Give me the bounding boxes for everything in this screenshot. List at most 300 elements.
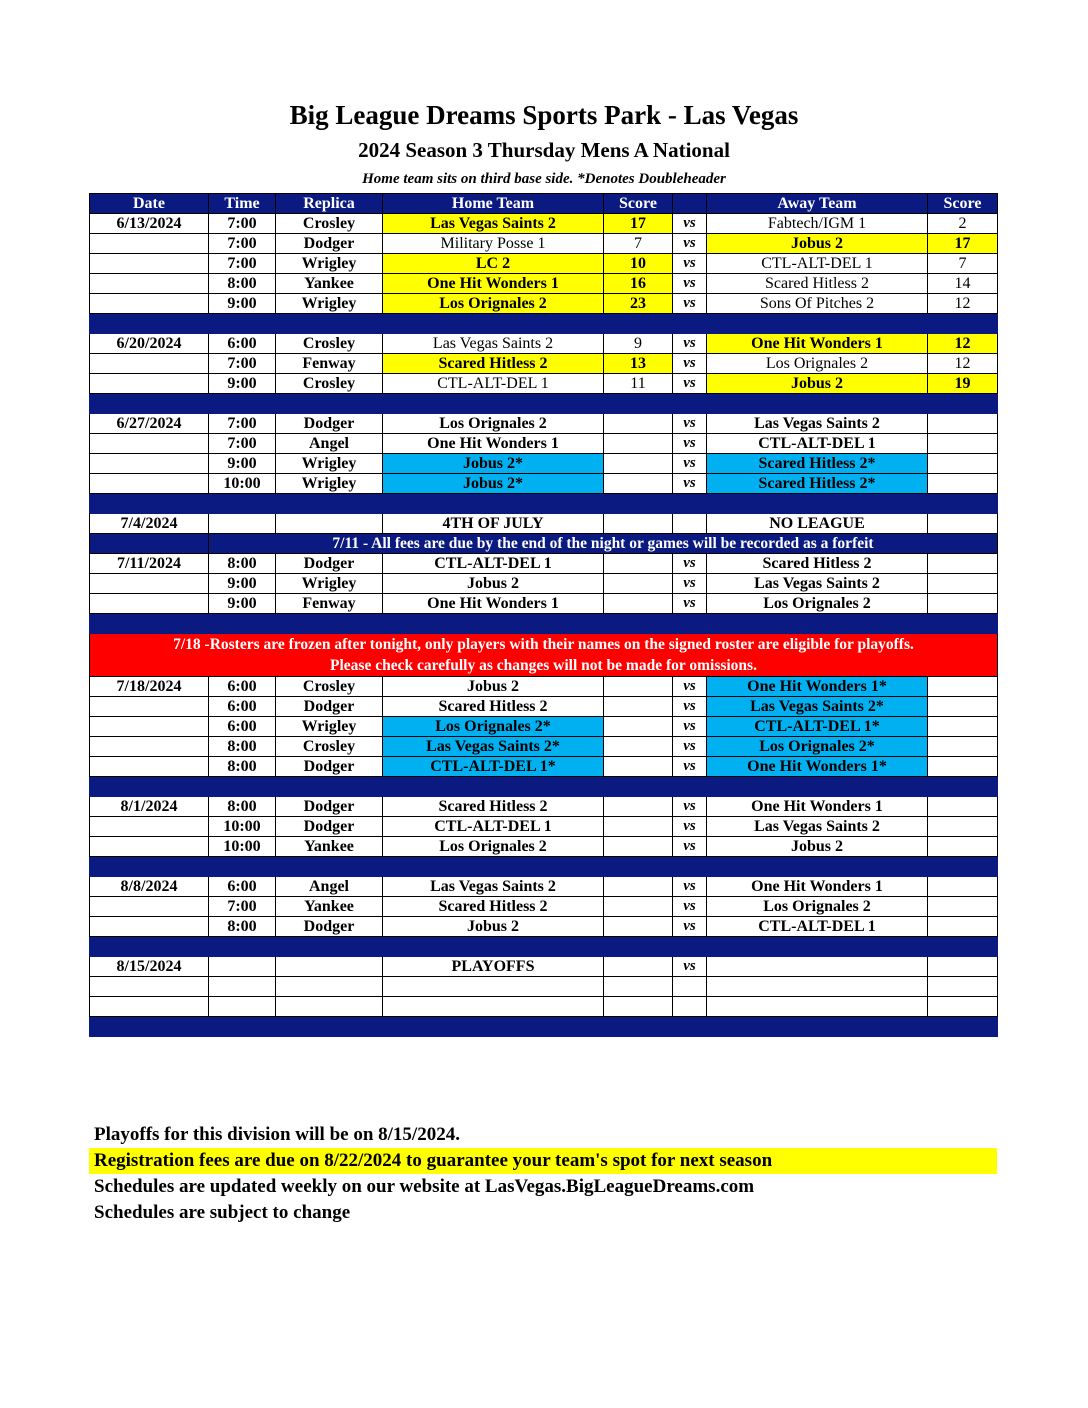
home-team: Military Posse 1 bbox=[383, 234, 604, 254]
home-team: Jobus 2* bbox=[383, 454, 604, 474]
home-score: 10 bbox=[604, 254, 673, 274]
game-time: 6:00 bbox=[209, 334, 276, 354]
home-score bbox=[604, 737, 673, 757]
home-score bbox=[604, 757, 673, 777]
away-team: One Hit Wonders 1 bbox=[707, 797, 928, 817]
home-team: One Hit Wonders 1 bbox=[383, 274, 604, 294]
spacer-cell bbox=[276, 937, 383, 957]
col-header-home-score: Score bbox=[604, 194, 673, 214]
spacer-cell bbox=[276, 614, 383, 634]
home-team: One Hit Wonders 1 bbox=[383, 594, 604, 614]
home-team: One Hit Wonders 1 bbox=[383, 434, 604, 454]
vs-label bbox=[673, 997, 707, 1017]
game-time: 10:00 bbox=[209, 817, 276, 837]
home-team: 4TH OF JULY bbox=[383, 514, 604, 534]
home-score bbox=[604, 554, 673, 574]
home-score: 23 bbox=[604, 294, 673, 314]
spacer-cell bbox=[383, 857, 604, 877]
game-field: Crosley bbox=[276, 374, 383, 394]
spacer-cell bbox=[90, 614, 209, 634]
game-date bbox=[90, 997, 209, 1017]
game-row bbox=[90, 214, 998, 234]
game-field: Fenway bbox=[276, 594, 383, 614]
home-score: 16 bbox=[604, 274, 673, 294]
away-team: Los Orignales 2 bbox=[707, 354, 928, 374]
away-score: 12 bbox=[928, 334, 998, 354]
game-field bbox=[276, 997, 383, 1017]
away-team: CTL-ALT-DEL 1 bbox=[707, 917, 928, 937]
vs-label: vs bbox=[673, 737, 707, 757]
game-date bbox=[90, 917, 209, 937]
game-row bbox=[90, 474, 998, 494]
spacer-cell bbox=[383, 494, 604, 514]
game-time: 8:00 bbox=[209, 274, 276, 294]
home-team: Los Orignales 2 bbox=[383, 294, 604, 314]
home-team: CTL-ALT-DEL 1* bbox=[383, 757, 604, 777]
away-team: Los Orignales 2 bbox=[707, 594, 928, 614]
game-field: Dodger bbox=[276, 697, 383, 717]
vs-label bbox=[673, 977, 707, 997]
game-date: 6/20/2024 bbox=[90, 334, 209, 354]
home-team: LC 2 bbox=[383, 254, 604, 274]
home-score bbox=[604, 454, 673, 474]
vs-label: vs bbox=[673, 474, 707, 494]
game-date: 6/13/2024 bbox=[90, 214, 209, 234]
game-field: Dodger bbox=[276, 817, 383, 837]
game-time: 9:00 bbox=[209, 594, 276, 614]
away-score: 2 bbox=[928, 214, 998, 234]
game-row bbox=[90, 274, 998, 294]
spacer-row bbox=[90, 1017, 998, 1037]
game-time: 6:00 bbox=[209, 697, 276, 717]
spacer-row bbox=[90, 394, 998, 414]
away-score bbox=[928, 957, 998, 977]
game-time bbox=[209, 514, 276, 534]
spacer-cell bbox=[383, 314, 604, 334]
vs-label: vs bbox=[673, 917, 707, 937]
game-field: Crosley bbox=[276, 737, 383, 757]
game-row bbox=[90, 454, 998, 474]
away-score bbox=[928, 977, 998, 997]
game-date bbox=[90, 697, 209, 717]
game-row bbox=[90, 434, 998, 454]
away-score bbox=[928, 454, 998, 474]
game-field: Dodger bbox=[276, 917, 383, 937]
col-header-home-team: Home Team bbox=[383, 194, 604, 214]
home-score bbox=[604, 717, 673, 737]
home-score bbox=[604, 977, 673, 997]
away-score bbox=[928, 817, 998, 837]
game-time bbox=[209, 957, 276, 977]
away-team: Las Vegas Saints 2* bbox=[707, 697, 928, 717]
game-row bbox=[90, 414, 998, 434]
vs-label: vs bbox=[673, 374, 707, 394]
away-team: Scared Hitless 2* bbox=[707, 454, 928, 474]
vs-label: vs bbox=[673, 797, 707, 817]
game-date bbox=[90, 434, 209, 454]
home-team bbox=[383, 997, 604, 1017]
game-date bbox=[90, 234, 209, 254]
spacer-cell bbox=[90, 394, 209, 414]
spacer-cell bbox=[383, 937, 604, 957]
away-team: Los Orignales 2 bbox=[707, 897, 928, 917]
col-header-vs bbox=[673, 194, 707, 214]
away-score bbox=[928, 594, 998, 614]
home-team: Jobus 2 bbox=[383, 677, 604, 697]
game-time: 8:00 bbox=[209, 757, 276, 777]
home-score bbox=[604, 997, 673, 1017]
away-team: Las Vegas Saints 2 bbox=[707, 574, 928, 594]
home-team bbox=[383, 977, 604, 997]
game-date bbox=[90, 454, 209, 474]
away-team: NO LEAGUE bbox=[707, 514, 928, 534]
spacer-cell bbox=[604, 494, 673, 514]
spacer-cell bbox=[673, 614, 707, 634]
away-team: Fabtech/IGM 1 bbox=[707, 214, 928, 234]
game-field: Angel bbox=[276, 877, 383, 897]
game-field: Yankee bbox=[276, 274, 383, 294]
spacer-cell bbox=[90, 494, 209, 514]
spacer-cell bbox=[90, 777, 209, 797]
spacer-cell bbox=[604, 937, 673, 957]
game-time: 9:00 bbox=[209, 454, 276, 474]
game-row bbox=[90, 697, 998, 717]
game-field: Fenway bbox=[276, 354, 383, 374]
game-row bbox=[90, 797, 998, 817]
away-score bbox=[928, 757, 998, 777]
spacer-cell bbox=[707, 777, 928, 797]
spacer-cell bbox=[707, 614, 928, 634]
home-team: Los Orignales 2 bbox=[383, 414, 604, 434]
away-team: Scared Hitless 2 bbox=[707, 274, 928, 294]
home-score bbox=[604, 917, 673, 937]
away-team: CTL-ALT-DEL 1* bbox=[707, 717, 928, 737]
spacer-cell bbox=[707, 494, 928, 514]
game-time: 8:00 bbox=[209, 797, 276, 817]
game-date bbox=[90, 737, 209, 757]
spacer-cell bbox=[276, 394, 383, 414]
away-team: CTL-ALT-DEL 1 bbox=[707, 254, 928, 274]
spacer-cell bbox=[383, 777, 604, 797]
away-score bbox=[928, 897, 998, 917]
away-score bbox=[928, 737, 998, 757]
game-date: 7/11/2024 bbox=[90, 554, 209, 574]
page-subtitle: 2024 Season 3 Thursday Mens A National bbox=[358, 138, 730, 162]
home-team: CTL-ALT-DEL 1 bbox=[383, 374, 604, 394]
game-row bbox=[90, 717, 998, 737]
game-row bbox=[90, 817, 998, 837]
fees-notice: 7/11 - All fees are due by the end of the night or games will be recorded as a forfeit bbox=[209, 534, 998, 554]
game-time: 6:00 bbox=[209, 677, 276, 697]
game-field: Dodger bbox=[276, 797, 383, 817]
away-team: Jobus 2 bbox=[707, 837, 928, 857]
home-team: Scared Hitless 2 bbox=[383, 897, 604, 917]
home-team: Las Vegas Saints 2 bbox=[383, 214, 604, 234]
game-row bbox=[90, 877, 998, 897]
game-time: 7:00 bbox=[209, 234, 276, 254]
page-title: Big League Dreams Sports Park - Las Vegas bbox=[289, 100, 799, 130]
spacer-cell bbox=[209, 614, 276, 634]
game-date: 8/8/2024 bbox=[90, 877, 209, 897]
game-date bbox=[90, 274, 209, 294]
spacer-row bbox=[90, 614, 998, 634]
home-team: CTL-ALT-DEL 1 bbox=[383, 554, 604, 574]
home-team: Las Vegas Saints 2 bbox=[383, 334, 604, 354]
spacer-cell bbox=[673, 314, 707, 334]
game-time bbox=[209, 997, 276, 1017]
game-row bbox=[90, 594, 998, 614]
footer-website: Schedules are updated weekly on our website at LasVegas.BigLeagueDreams.com bbox=[94, 1176, 755, 1197]
spacer-cell bbox=[383, 1017, 604, 1037]
home-score bbox=[604, 434, 673, 454]
away-score bbox=[928, 474, 998, 494]
game-date bbox=[90, 837, 209, 857]
home-score bbox=[604, 877, 673, 897]
game-field: Dodger bbox=[276, 414, 383, 434]
away-team: One Hit Wonders 1 bbox=[707, 334, 928, 354]
spacer-row bbox=[90, 777, 998, 797]
away-score: 12 bbox=[928, 294, 998, 314]
spacer-cell bbox=[383, 614, 604, 634]
spacer-row bbox=[90, 494, 998, 514]
away-score: 12 bbox=[928, 354, 998, 374]
vs-label: vs bbox=[673, 677, 707, 697]
spacer-cell bbox=[673, 937, 707, 957]
away-score bbox=[928, 554, 998, 574]
game-date bbox=[90, 717, 209, 737]
game-row bbox=[90, 334, 998, 354]
away-score bbox=[928, 434, 998, 454]
home-score bbox=[604, 574, 673, 594]
spacer-cell bbox=[604, 394, 673, 414]
game-date bbox=[90, 354, 209, 374]
game-field: Yankee bbox=[276, 837, 383, 857]
schedule-table bbox=[89, 193, 998, 1037]
game-field: Wrigley bbox=[276, 254, 383, 274]
away-team: One Hit Wonders 1* bbox=[707, 757, 928, 777]
home-score bbox=[604, 514, 673, 534]
spacer-cell bbox=[604, 614, 673, 634]
game-row bbox=[90, 234, 998, 254]
game-time: 8:00 bbox=[209, 917, 276, 937]
away-team bbox=[707, 957, 928, 977]
spacer-cell bbox=[209, 857, 276, 877]
notice-row bbox=[90, 534, 998, 554]
away-team: Las Vegas Saints 2 bbox=[707, 817, 928, 837]
home-score bbox=[604, 677, 673, 697]
spacer-cell bbox=[209, 494, 276, 514]
spacer-cell bbox=[673, 857, 707, 877]
away-team: One Hit Wonders 1* bbox=[707, 677, 928, 697]
away-team: One Hit Wonders 1 bbox=[707, 877, 928, 897]
spacer-cell bbox=[928, 614, 998, 634]
spacer-cell bbox=[90, 857, 209, 877]
game-time: 10:00 bbox=[209, 837, 276, 857]
game-time: 6:00 bbox=[209, 877, 276, 897]
away-score bbox=[928, 797, 998, 817]
game-field bbox=[276, 957, 383, 977]
away-team: Sons Of Pitches 2 bbox=[707, 294, 928, 314]
game-time: 8:00 bbox=[209, 554, 276, 574]
game-date bbox=[90, 897, 209, 917]
game-date bbox=[90, 817, 209, 837]
vs-label: vs bbox=[673, 214, 707, 234]
spacer-cell bbox=[604, 314, 673, 334]
game-field: Wrigley bbox=[276, 574, 383, 594]
spacer-cell bbox=[707, 937, 928, 957]
spacer-cell bbox=[928, 1017, 998, 1037]
game-date bbox=[90, 294, 209, 314]
footer-registration: Registration fees are due on 8/22/2024 to guarantee your team's spot for next season bbox=[89, 1148, 997, 1174]
away-team bbox=[707, 977, 928, 997]
home-score bbox=[604, 594, 673, 614]
col-header-date: Date bbox=[90, 194, 209, 214]
spacer-cell bbox=[928, 937, 998, 957]
game-date: 8/1/2024 bbox=[90, 797, 209, 817]
away-team: Jobus 2 bbox=[707, 374, 928, 394]
spacer-row bbox=[90, 857, 998, 877]
game-field: Dodger bbox=[276, 554, 383, 574]
home-team: PLAYOFFS bbox=[383, 957, 604, 977]
home-team: Scared Hitless 2 bbox=[383, 354, 604, 374]
spacer-cell bbox=[673, 394, 707, 414]
game-row bbox=[90, 514, 998, 534]
game-time: 7:00 bbox=[209, 354, 276, 374]
vs-label: vs bbox=[673, 957, 707, 977]
away-score: 17 bbox=[928, 234, 998, 254]
home-score: 7 bbox=[604, 234, 673, 254]
away-score: 7 bbox=[928, 254, 998, 274]
game-time: 7:00 bbox=[209, 434, 276, 454]
home-team: Las Vegas Saints 2* bbox=[383, 737, 604, 757]
home-score: 13 bbox=[604, 354, 673, 374]
game-row bbox=[90, 917, 998, 937]
vs-label: vs bbox=[673, 574, 707, 594]
vs-label: vs bbox=[673, 334, 707, 354]
spacer-cell bbox=[90, 1017, 209, 1037]
spacer-cell bbox=[707, 394, 928, 414]
away-score bbox=[928, 677, 998, 697]
vs-label bbox=[673, 514, 707, 534]
spacer-cell bbox=[928, 857, 998, 877]
spacer-cell bbox=[276, 777, 383, 797]
home-team: CTL-ALT-DEL 1 bbox=[383, 817, 604, 837]
spacer-cell bbox=[276, 857, 383, 877]
away-score bbox=[928, 414, 998, 434]
vs-label: vs bbox=[673, 837, 707, 857]
game-field: Yankee bbox=[276, 897, 383, 917]
home-team: Los Orignales 2* bbox=[383, 717, 604, 737]
home-score bbox=[604, 817, 673, 837]
game-time: 7:00 bbox=[209, 214, 276, 234]
home-score bbox=[604, 474, 673, 494]
game-field: Angel bbox=[276, 434, 383, 454]
away-score bbox=[928, 574, 998, 594]
spacer-row bbox=[90, 937, 998, 957]
game-row bbox=[90, 837, 998, 857]
spacer-cell bbox=[673, 777, 707, 797]
home-score: 11 bbox=[604, 374, 673, 394]
home-team: Jobus 2* bbox=[383, 474, 604, 494]
spacer-cell bbox=[276, 1017, 383, 1037]
home-score bbox=[604, 797, 673, 817]
game-row bbox=[90, 374, 998, 394]
away-team: Los Orignales 2* bbox=[707, 737, 928, 757]
game-field: Crosley bbox=[276, 677, 383, 697]
roster-alert bbox=[90, 634, 998, 677]
game-row bbox=[90, 254, 998, 274]
game-row bbox=[90, 977, 998, 997]
game-date bbox=[90, 594, 209, 614]
spacer-cell bbox=[928, 394, 998, 414]
col-header-time: Time bbox=[209, 194, 276, 214]
away-score bbox=[928, 997, 998, 1017]
game-date bbox=[90, 374, 209, 394]
spacer-cell bbox=[928, 777, 998, 797]
game-date bbox=[90, 977, 209, 997]
spacer-cell bbox=[90, 937, 209, 957]
game-row bbox=[90, 574, 998, 594]
game-date: 7/4/2024 bbox=[90, 514, 209, 534]
home-team: Jobus 2 bbox=[383, 574, 604, 594]
game-field bbox=[276, 977, 383, 997]
spacer-cell bbox=[707, 857, 928, 877]
away-score bbox=[928, 837, 998, 857]
spacer-cell bbox=[209, 777, 276, 797]
spacer-cell bbox=[276, 494, 383, 514]
spacer-cell bbox=[209, 394, 276, 414]
game-time: 7:00 bbox=[209, 254, 276, 274]
vs-label: vs bbox=[673, 897, 707, 917]
home-score bbox=[604, 697, 673, 717]
game-time: 9:00 bbox=[209, 574, 276, 594]
col-header-replica: Replica bbox=[276, 194, 383, 214]
game-date bbox=[90, 254, 209, 274]
spacer-row bbox=[90, 314, 998, 334]
vs-label: vs bbox=[673, 274, 707, 294]
spacer-cell bbox=[604, 1017, 673, 1037]
spacer-cell bbox=[90, 534, 209, 554]
home-score bbox=[604, 837, 673, 857]
away-score bbox=[928, 697, 998, 717]
game-time: 6:00 bbox=[209, 717, 276, 737]
home-team: Los Orignales 2 bbox=[383, 837, 604, 857]
game-row bbox=[90, 997, 998, 1017]
home-score bbox=[604, 957, 673, 977]
vs-label: vs bbox=[673, 594, 707, 614]
game-row bbox=[90, 554, 998, 574]
away-score bbox=[928, 917, 998, 937]
col-header-away-score: Score bbox=[928, 194, 998, 214]
vs-label: vs bbox=[673, 817, 707, 837]
away-team: Scared Hitless 2* bbox=[707, 474, 928, 494]
game-row bbox=[90, 957, 998, 977]
home-score: 17 bbox=[604, 214, 673, 234]
game-field: Crosley bbox=[276, 334, 383, 354]
vs-label: vs bbox=[673, 454, 707, 474]
game-time: 8:00 bbox=[209, 737, 276, 757]
spacer-cell bbox=[604, 777, 673, 797]
away-score bbox=[928, 877, 998, 897]
vs-label: vs bbox=[673, 434, 707, 454]
game-date: 7/18/2024 bbox=[90, 677, 209, 697]
game-field: Wrigley bbox=[276, 454, 383, 474]
game-date bbox=[90, 757, 209, 777]
table-header-row bbox=[90, 194, 998, 214]
game-date: 6/27/2024 bbox=[90, 414, 209, 434]
game-time bbox=[209, 977, 276, 997]
spacer-cell bbox=[928, 494, 998, 514]
